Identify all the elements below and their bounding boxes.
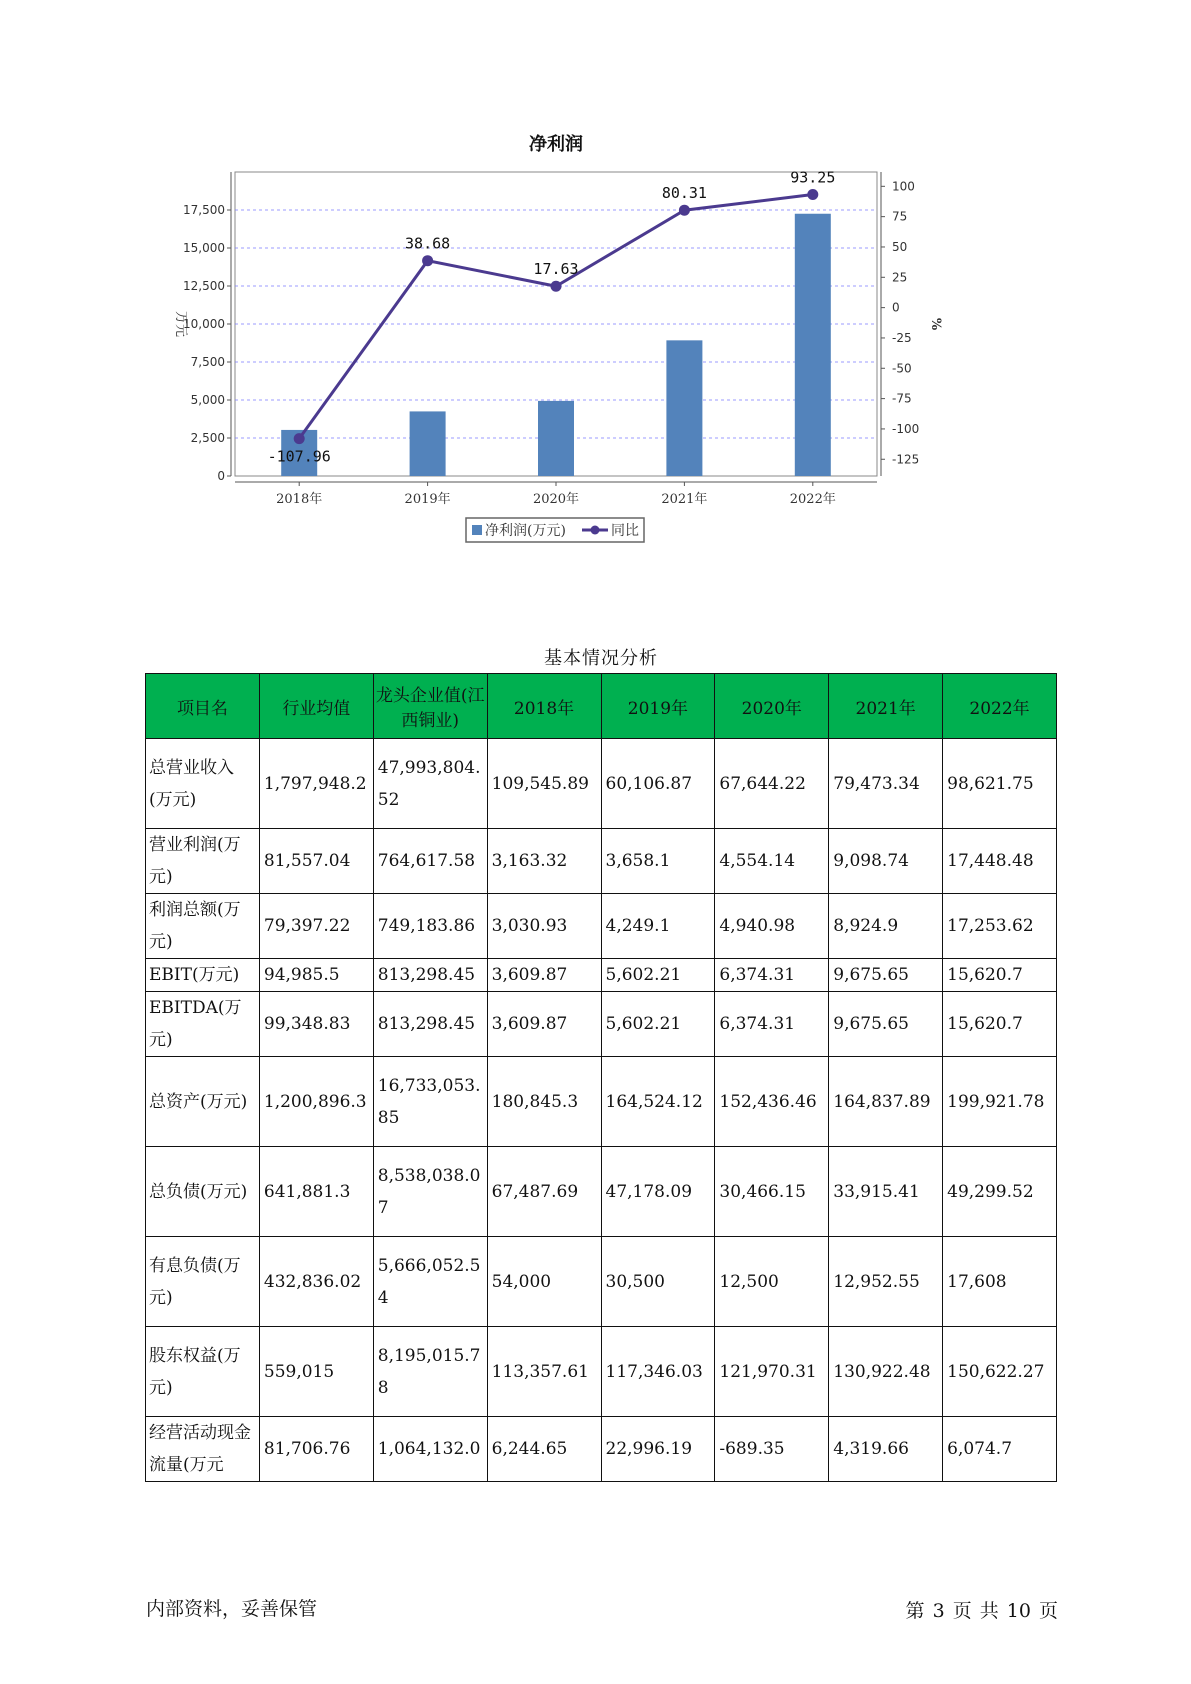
data-label: 80.31 (661, 184, 707, 203)
left-axis-title: 万元 (173, 310, 188, 338)
table-row (146, 1417, 1057, 1482)
x-tick-label: 2018年 (276, 492, 323, 507)
row-label-cell: 股东权益(万元) (146, 1327, 260, 1417)
table-row (146, 1057, 1057, 1147)
value-cell: 3,163.32 (487, 829, 601, 894)
value-cell: -689.35 (715, 1417, 829, 1482)
value-cell: 60,106.87 (601, 739, 715, 829)
value-cell: 432,836.02 (259, 1237, 373, 1327)
right-tick-label: 25 (892, 270, 908, 285)
right-tick-label: 100 (892, 179, 915, 194)
footer-confidential-note: 内部资料，妥善保管 (146, 1598, 318, 1620)
table-caption: 基本情况分析 (544, 648, 658, 669)
left-tick-label: 2,500 (190, 431, 225, 445)
legend-line-marker (591, 526, 600, 535)
value-cell: 67,487.69 (487, 1147, 601, 1237)
value-cell: 130,922.48 (829, 1327, 943, 1417)
value-cell: 4,319.66 (829, 1417, 943, 1482)
value-cell: 79,397.22 (259, 894, 373, 959)
header-cell: 2018年 (487, 674, 601, 739)
value-cell: 99,348.83 (259, 992, 373, 1057)
value-cell: 1,200,896.3 (259, 1057, 373, 1147)
value-cell: 17,448.48 (943, 829, 1057, 894)
value-cell: 47,178.09 (601, 1147, 715, 1237)
chart-svg (160, 128, 1020, 598)
table-row (146, 829, 1057, 894)
value-cell: 9,675.65 (829, 959, 943, 992)
row-label-cell: EBIT(万元) (146, 959, 260, 992)
row-label-cell: 总负债(万元) (146, 1147, 260, 1237)
left-tick-label: 10,000 (183, 317, 225, 331)
row-label-cell: 有息负债(万元) (146, 1237, 260, 1327)
value-cell: 17,608 (943, 1237, 1057, 1327)
legend-line-label: 同比 (611, 523, 639, 539)
value-cell: 8,195,015.78 (373, 1327, 487, 1417)
value-cell: 117,346.03 (601, 1327, 715, 1417)
header-cell: 2019年 (601, 674, 715, 739)
value-cell: 1,797,948.2 (259, 739, 373, 829)
bar (538, 401, 574, 476)
table-header-row (146, 674, 1057, 739)
value-cell: 81,557.04 (259, 829, 373, 894)
value-cell: 813,298.45 (373, 959, 487, 992)
left-tick-label: 5,000 (190, 393, 225, 407)
value-cell: 15,620.7 (943, 992, 1057, 1057)
header-cell: 2022年 (943, 674, 1057, 739)
header-cell: 2020年 (715, 674, 829, 739)
left-tick-label: 17,500 (183, 203, 225, 217)
data-label: 17.63 (533, 260, 579, 279)
value-cell: 113,357.61 (487, 1327, 601, 1417)
value-cell: 12,952.55 (829, 1237, 943, 1327)
yoy-point (422, 255, 433, 266)
row-label-cell: EBITDA(万元) (146, 992, 260, 1057)
table-row (146, 1237, 1057, 1327)
value-cell: 3,609.87 (487, 959, 601, 992)
value-cell: 15,620.7 (943, 959, 1057, 992)
value-cell: 5,602.21 (601, 959, 715, 992)
value-cell: 22,996.19 (601, 1417, 715, 1482)
right-tick-label: -125 (892, 452, 920, 467)
value-cell: 6,074.7 (943, 1417, 1057, 1482)
value-cell: 180,845.3 (487, 1057, 601, 1147)
value-cell: 109,545.89 (487, 739, 601, 829)
header-cell: 2021年 (829, 674, 943, 739)
value-cell: 152,436.46 (715, 1057, 829, 1147)
data-label: -107.96 (267, 447, 331, 466)
value-cell: 641,881.3 (259, 1147, 373, 1237)
table-row (146, 959, 1057, 992)
row-label-cell: 营业利润(万元) (146, 829, 260, 894)
value-cell: 764,617.58 (373, 829, 487, 894)
value-cell: 47,993,804.52 (373, 739, 487, 829)
right-tick-label: 50 (892, 239, 908, 254)
value-cell: 4,249.1 (601, 894, 715, 959)
value-cell: 49,299.52 (943, 1147, 1057, 1237)
value-cell: 54,000 (487, 1237, 601, 1327)
net-profit-chart (160, 128, 1020, 598)
table-row (146, 992, 1057, 1057)
value-cell: 749,183.86 (373, 894, 487, 959)
value-cell: 79,473.34 (829, 739, 943, 829)
value-cell: 1,064,132.0 (373, 1417, 487, 1482)
yoy-point (294, 433, 305, 444)
left-tick-label: 12,500 (183, 279, 225, 293)
right-tick-label: -50 (892, 361, 912, 376)
row-label-cell: 总资产(万元) (146, 1057, 260, 1147)
value-cell: 9,675.65 (829, 992, 943, 1057)
table-row (146, 1327, 1057, 1417)
value-cell: 67,644.22 (715, 739, 829, 829)
x-tick-label: 2021年 (661, 492, 708, 507)
bar (410, 411, 446, 476)
row-label-cell: 利润总额(万元) (146, 894, 260, 959)
value-cell: 81,706.76 (259, 1417, 373, 1482)
legend-bar-label: 净利润(万元) (485, 523, 566, 539)
value-cell: 30,500 (601, 1237, 715, 1327)
right-tick-label: 75 (892, 209, 908, 224)
value-cell: 94,985.5 (259, 959, 373, 992)
value-cell: 150,622.27 (943, 1327, 1057, 1417)
header-cell: 行业均值 (259, 674, 373, 739)
value-cell: 4,940.98 (715, 894, 829, 959)
value-cell: 813,298.45 (373, 992, 487, 1057)
value-cell: 3,658.1 (601, 829, 715, 894)
value-cell: 9,098.74 (829, 829, 943, 894)
value-cell: 5,666,052.54 (373, 1237, 487, 1327)
yoy-point (679, 205, 690, 216)
left-tick-label: 7,500 (190, 355, 225, 369)
value-cell: 199,921.78 (943, 1057, 1057, 1147)
value-cell: 559,015 (259, 1327, 373, 1417)
value-cell: 98,621.75 (943, 739, 1057, 829)
value-cell: 164,837.89 (829, 1057, 943, 1147)
chart-title: 净利润 (529, 134, 583, 155)
value-cell: 6,244.65 (487, 1417, 601, 1482)
right-tick-label: -25 (892, 330, 912, 345)
value-cell: 121,970.31 (715, 1327, 829, 1417)
value-cell: 6,374.31 (715, 959, 829, 992)
x-tick-label: 2020年 (532, 492, 580, 507)
header-cell: 项目名 (146, 674, 260, 739)
x-tick-label: 2019年 (404, 492, 451, 507)
row-label-cell: 总营业收入(万元) (146, 739, 260, 829)
value-cell: 12,500 (715, 1237, 829, 1327)
right-tick-label: 0 (892, 300, 900, 315)
header-cell: 龙头企业值(江西铜业) (373, 674, 487, 739)
value-cell: 17,253.62 (943, 894, 1057, 959)
bar (666, 340, 702, 476)
table-row (146, 894, 1057, 959)
x-tick-label: 2022年 (789, 492, 836, 507)
value-cell: 6,374.31 (715, 992, 829, 1057)
value-cell: 30,466.15 (715, 1147, 829, 1237)
row-label-cell: 经营活动现金流量(万元 (146, 1417, 260, 1482)
basic-analysis-table (145, 673, 1057, 1482)
bar (795, 214, 831, 476)
value-cell: 3,030.93 (487, 894, 601, 959)
table-row (146, 739, 1057, 829)
right-tick-label: -100 (892, 421, 920, 436)
yoy-point (551, 281, 562, 292)
value-cell: 5,602.21 (601, 992, 715, 1057)
right-tick-label: -75 (892, 391, 912, 406)
table-row (146, 1147, 1057, 1237)
left-tick-label: 15,000 (183, 241, 225, 255)
data-label: 38.68 (405, 234, 451, 253)
value-cell: 8,924.9 (829, 894, 943, 959)
data-label: 93.25 (790, 168, 836, 187)
value-cell: 3,609.87 (487, 992, 601, 1057)
value-cell: 16,733,053.85 (373, 1057, 487, 1147)
value-cell: 4,554.14 (715, 829, 829, 894)
value-cell: 33,915.41 (829, 1147, 943, 1237)
value-cell: 8,538,038.07 (373, 1147, 487, 1237)
footer-page-number: 第 3 页 共 10 页 (905, 1600, 1058, 1622)
right-axis-title: % (928, 317, 943, 331)
yoy-point (807, 189, 818, 200)
left-tick-label: 0 (217, 469, 225, 483)
legend-bar-swatch (472, 525, 482, 535)
value-cell: 164,524.12 (601, 1057, 715, 1147)
